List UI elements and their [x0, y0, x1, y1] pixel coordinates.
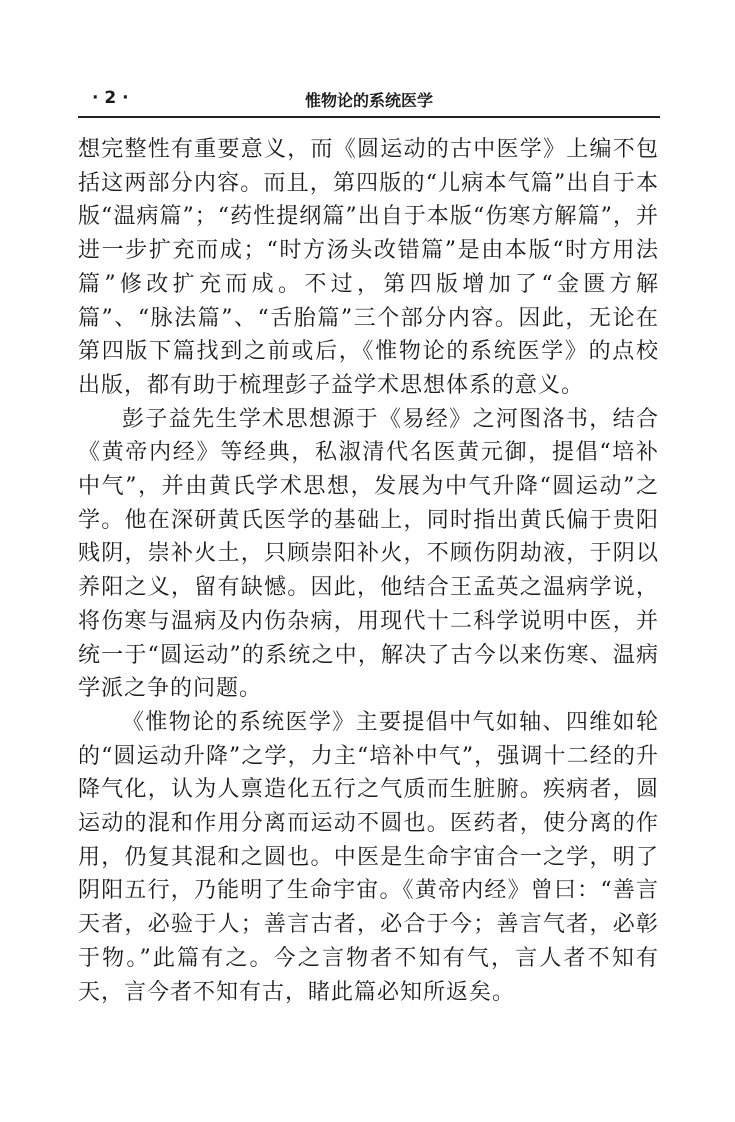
paragraph-book-summary: 《惟物论的系统医学》主要提倡中气如轴、四维如轮的“圆运动升降”之学，力主“培补中气”，强调十二经的升降气化，认为人禀造化五行之气质而生脏腑。疾病者，圆运动的混和作用分离而运动不圆也。医药者，使分离的作用，仍复其混和之圆也。中医是生命宇宙合一之学，明了阴阳五行，乃能明了生命宇宙。《黄帝内经》曾曰：“善言天者，必验于人；善言古者，必合于今；善言气者，必彰于物。”此篇有之。今之言物者不知有气，言人者不知有天，言今者不知有古，睹此篇必知所返矣。: [78, 709, 659, 1005]
page-header: [78, 84, 660, 116]
running-title: 惟物论的系统医学: [304, 91, 433, 110]
body-text: [78, 133, 659, 1009]
header-rule: [78, 116, 660, 118]
paragraph-intellectual-origin: 彭子益先生学术思想源于《易经》之河图洛书，结合《黄帝内经》等经典，私淑清代名医黄元御，提倡“培补中气”，并由黄氏学术思想，发展为中气升降“圆运动”之学。他在深研黄氏医学的基础上，同时指出黄氏偏于贵阳贱阴，崇补火土，只顾崇阳补火，不顾伤阴劫液，于阴以养阳之义，留有缺憾。因此，他结合王孟英之温病学说，将伤寒与温病及内伤杂病，用现代十二科学说明中医，并统一于“圆运动”的系统之中，解决了古今以来伤寒、温病学派之争的问题。: [78, 406, 659, 702]
paragraph-continued: 想完整性有重要意义，而《圆运动的古中医学》上编不包括这两部分内容。而且，第四版的“儿病本气篇”出自于本版“温病篇”；“药性提纲篇”出自于本版“伤寒方解篇”，并进一步扩充而成；“时方汤头改错篇”是由本版“时方用法篇”修改扩充而成。不过，第四版增加了“金匮方解篇”、“脉法篇”、“舌胎篇”三个部分内容。因此，无论在第四版下篇找到之前或后，《惟物论的系统医学》的点校出版，都有助于梳理彭子益学术思想体系的意义。: [78, 137, 659, 398]
page-number: · 2 ·: [92, 88, 129, 108]
